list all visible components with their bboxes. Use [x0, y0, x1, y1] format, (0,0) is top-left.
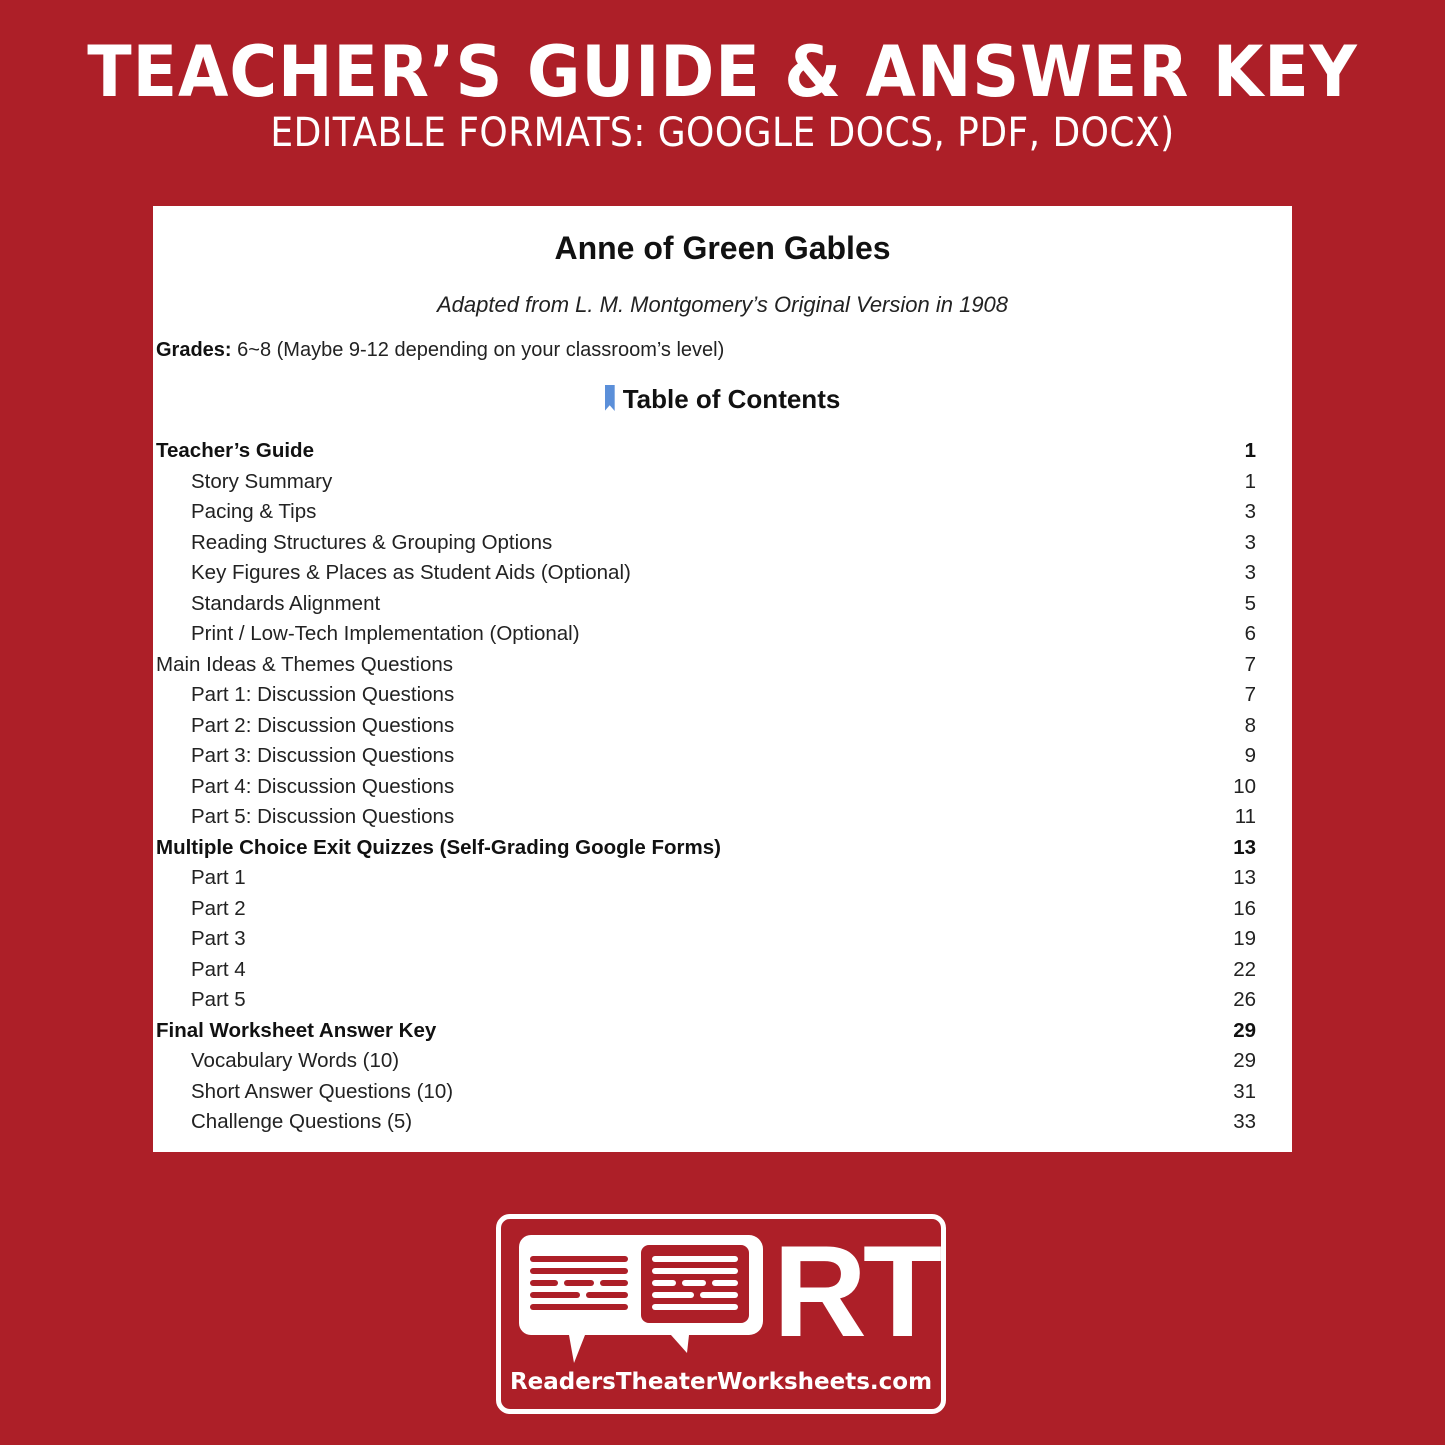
toc-entry-page: 1: [1244, 469, 1256, 493]
toc-entry-label: Print / Low-Tech Implementation (Optional): [191, 622, 580, 645]
toc-entry-page: 13: [1233, 866, 1256, 889]
toc-entry[interactable]: [156, 894, 1256, 925]
toc-entry-label: Part 4: [191, 957, 246, 981]
document-page: [153, 206, 1292, 1152]
toc-entry-label: Standards Alignment: [191, 591, 381, 615]
toc-entry[interactable]: [156, 650, 1256, 681]
toc-entry-label: Part 3: Discussion Questions: [191, 744, 455, 767]
brand-logo: [496, 1214, 946, 1414]
toc-entry[interactable]: [156, 680, 1256, 711]
toc-entry-label: Teacher’s Guide: [156, 439, 314, 462]
toc-entry-label: Part 2: [191, 896, 246, 920]
toc-entry-label: Part 4: Discussion Questions: [191, 774, 455, 798]
toc-heading-text: Table of Contents: [622, 384, 841, 414]
toc-entry-page: 11: [1234, 805, 1256, 828]
grades-value: 6~8 (Maybe 9-12 depending on your classroom’s level): [231, 339, 725, 361]
grades-label: Grades:: [156, 339, 232, 361]
toc-entry[interactable]: [156, 802, 1256, 833]
toc-entry[interactable]: [156, 467, 1256, 498]
toc-entry-page: 29: [1233, 1049, 1256, 1072]
toc-entry-page: 3: [1244, 561, 1256, 584]
grades-line: [156, 339, 724, 362]
toc-entry-label: Key Figures & Places as Student Aids (Optional): [191, 561, 631, 584]
logo-url: ReadersTheaterWorksheets.com: [509, 1369, 933, 1395]
toc-entry-label: Part 1: [191, 866, 246, 889]
toc-entry[interactable]: [156, 924, 1256, 955]
toc-entry[interactable]: [156, 1016, 1256, 1047]
toc-entry-label: Part 2: Discussion Questions: [191, 713, 455, 737]
toc-entry-page: 8: [1244, 713, 1256, 737]
toc-entry-label: Challenge Questions (5): [191, 1110, 413, 1133]
toc-entry[interactable]: [156, 497, 1256, 528]
toc-entry-page: 16: [1233, 896, 1256, 920]
toc-entry[interactable]: [156, 1046, 1256, 1077]
toc-entry-page: 13: [1233, 835, 1256, 859]
toc-entry-label: Part 1: Discussion Questions: [191, 683, 455, 706]
logo-monogram: RT: [773, 1218, 939, 1364]
toc-entry-label: Part 5: Discussion Questions: [191, 805, 455, 828]
document-title: Anne of Green Gables: [554, 230, 891, 266]
toc-entry[interactable]: [156, 772, 1256, 803]
toc-entry-page: 10: [1233, 774, 1256, 798]
toc-entry[interactable]: [156, 558, 1256, 589]
toc-entry-label: Part 5: [191, 988, 246, 1011]
toc-entry-page: 29: [1233, 1018, 1256, 1042]
toc-entry[interactable]: [156, 436, 1256, 467]
banner-title: TEACHER’S GUIDE & ANSWER KEY: [87, 31, 1358, 113]
toc-entry-page: 3: [1244, 530, 1256, 554]
toc-entry-page: 22: [1233, 957, 1256, 981]
toc-entry-page: 3: [1244, 500, 1256, 523]
toc-entry-page: 5: [1244, 591, 1256, 615]
toc-entry-label: Main Ideas & Themes Questions: [156, 652, 454, 676]
toc-entry-label: Multiple Choice Exit Quizzes (Self-Grading Google Forms): [156, 835, 721, 859]
toc-entry-label: Part 3: [191, 927, 246, 950]
toc-entry-page: 6: [1244, 622, 1256, 645]
toc-entry[interactable]: [156, 985, 1256, 1016]
toc-entry[interactable]: [156, 955, 1256, 986]
toc-entry[interactable]: [156, 863, 1256, 894]
toc-entry-label: Vocabulary Words (10): [191, 1049, 400, 1072]
bookmark-icon: [605, 385, 615, 411]
toc-entry-page: 7: [1244, 683, 1256, 706]
table-of-contents: [156, 436, 1256, 1138]
toc-entry[interactable]: [156, 711, 1256, 742]
toc-entry-label: Pacing & Tips: [191, 500, 317, 523]
toc-entry[interactable]: [156, 1077, 1256, 1108]
document-subtitle: Adapted from L. M. Montgomery’s Original Version in 1908: [436, 292, 1009, 317]
toc-entry-page: 19: [1233, 927, 1256, 950]
toc-entry-page: 1: [1244, 439, 1256, 462]
toc-entry[interactable]: [156, 1107, 1256, 1138]
speech-bubbles-icon: [519, 1235, 769, 1365]
toc-entry[interactable]: [156, 619, 1256, 650]
toc-entry-page: 33: [1233, 1110, 1256, 1133]
toc-entry-page: 26: [1233, 988, 1256, 1011]
toc-entry-page: 9: [1244, 744, 1256, 767]
toc-entry-page: 31: [1233, 1079, 1256, 1103]
toc-entry[interactable]: [156, 589, 1256, 620]
banner-subtitle: EDITABLE FORMATS: GOOGLE DOCS, PDF, DOCX): [270, 110, 1175, 156]
toc-entry-label: Story Summary: [191, 469, 333, 493]
toc-heading: [153, 384, 1292, 415]
toc-entry-label: Short Answer Questions (10): [191, 1079, 454, 1103]
toc-entry[interactable]: [156, 741, 1256, 772]
toc-entry[interactable]: [156, 528, 1256, 559]
toc-entry[interactable]: [156, 833, 1256, 864]
toc-entry-page: 7: [1244, 652, 1256, 676]
toc-entry-label: Reading Structures & Grouping Options: [191, 530, 553, 554]
toc-entry-label: Final Worksheet Answer Key: [156, 1018, 437, 1042]
